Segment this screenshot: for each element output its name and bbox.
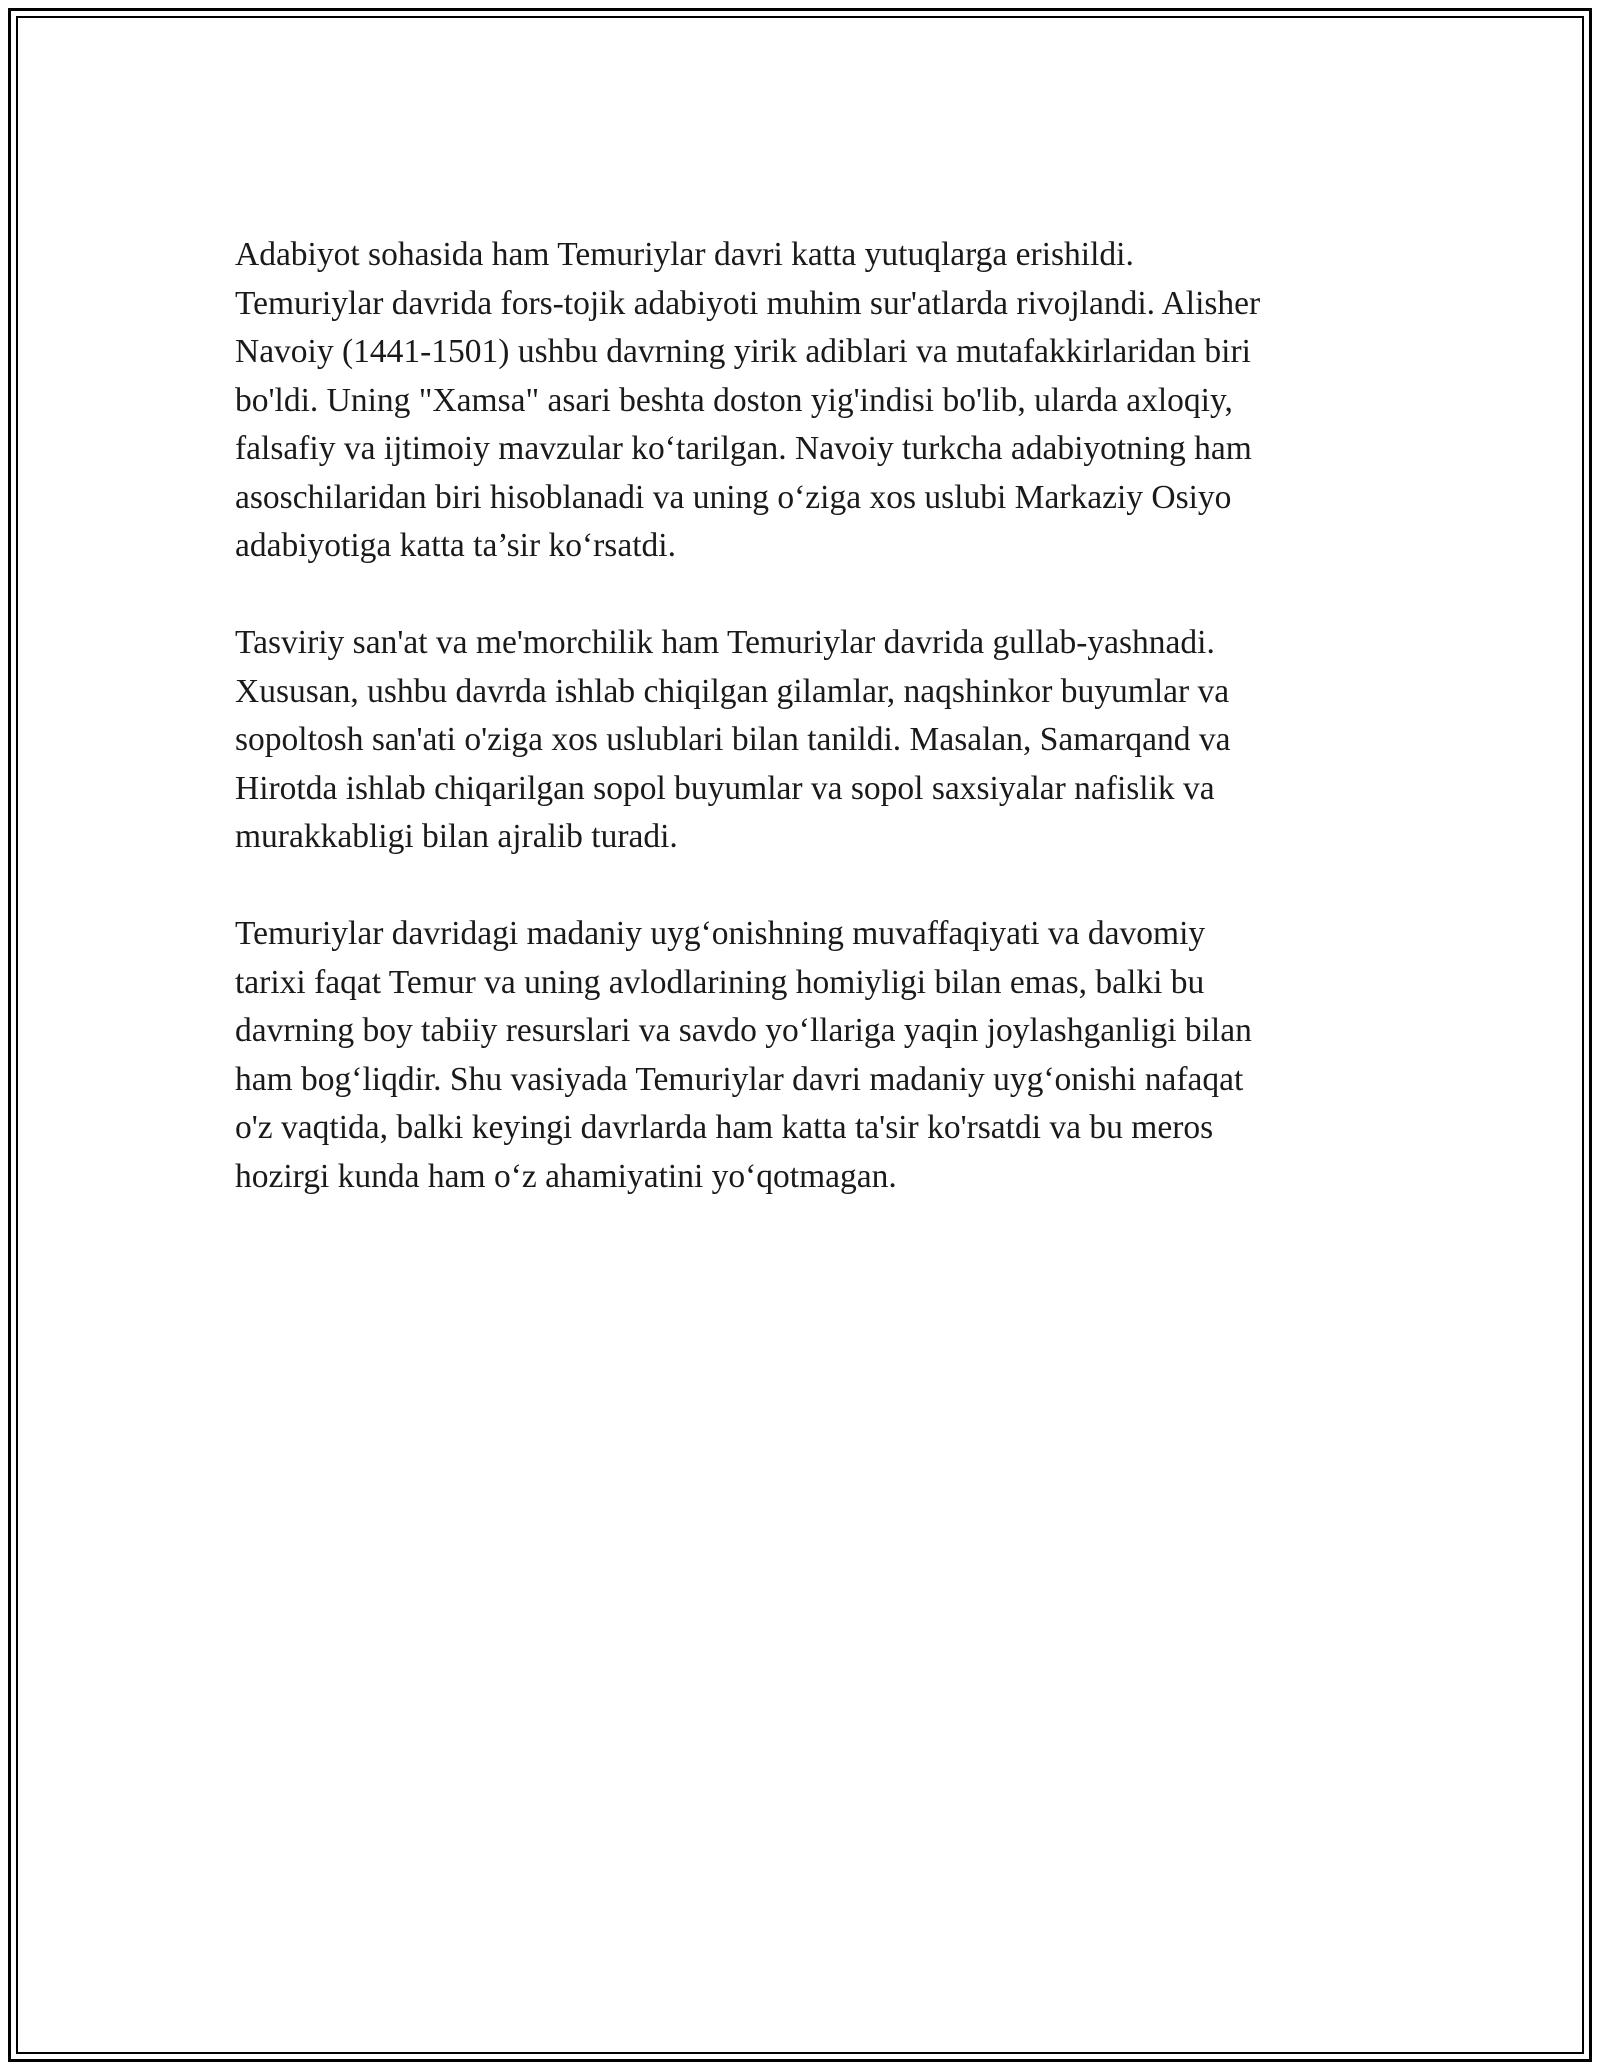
- paragraph-cultural-renaissance: [235, 910, 1365, 1201]
- text-line: bo'ldi. Uning "Xamsa" asari beshta doston yig'indisi bo'lib, ularda axloqiy,: [235, 381, 1233, 419]
- text-line: falsafiy va ijtimoiy mavzular ko‘tarilgan. Navoiy turkcha adabiyotning ham: [235, 430, 1252, 467]
- text-line: asoschilaridan biri hisoblanadi va uning o‘ziga xos uslubi Markaziy Osiyo: [235, 478, 1232, 516]
- text-line: Temuriylar davrida fors-tojik adabiyoti muhim sur'atlarda rivojlandi. Alisher: [235, 284, 1261, 322]
- text-line: adabiyotiga katta ta’sir ko‘rsatdi.: [235, 527, 676, 564]
- text-line: ham bog‘liqdir. Shu vasiyada Temuriylar davri madaniy uyg‘onishi nafaqat: [235, 1060, 1244, 1098]
- text-line: Navoiy (1441-1501) ushbu davrning yirik adiblari va mutafakkirlaridan biri: [235, 333, 1251, 370]
- text-line: Temuriylar davridagi madaniy uyg‘onishning muvaffaqiyati va davomiy: [235, 915, 1206, 952]
- text-line: davrning boy tabiiy resurslari va savdo yo‘llariga yaqin joylashganligi bilan: [235, 1012, 1252, 1049]
- text-line: Xususan, ushbu davrda ishlab chiqilgan gilamlar, naqshinkor buyumlar va: [235, 672, 1230, 710]
- text-line: Adabiyot sohasida ham Temuriylar davri katta yutuqlarga erishildi.: [235, 236, 1134, 273]
- text-line: o'z vaqtida, balki keyingi davrlarda ham katta ta'sir ko'rsatdi va bu meros: [235, 1109, 1214, 1146]
- text-line: sopoltosh san'ati o'ziga xos uslublari bilan tanildi. Masalan, Samarqand va: [235, 721, 1231, 758]
- text-line: murakkabligi bilan ajralib turadi.: [235, 818, 678, 855]
- text-line: Hirotda ishlab chiqarilgan sopol buyumlar va sopol saxsiyalar nafislik va: [235, 769, 1215, 807]
- document-body: [235, 231, 1365, 1250]
- text-line: hozirgi kunda ham o‘z ahamiyatini yo‘qotmagan.: [235, 1157, 897, 1195]
- paragraph-fine-arts: [235, 619, 1365, 862]
- paragraph-literature: [235, 231, 1365, 571]
- text-line: tarixi faqat Temur va uning avlodlarining homiyligi bilan emas, balki bu: [235, 963, 1205, 1001]
- text-line: Tasviriy san'at va me'morchilik ham Temuriylar davrida gullab-yashnadi.: [235, 624, 1215, 661]
